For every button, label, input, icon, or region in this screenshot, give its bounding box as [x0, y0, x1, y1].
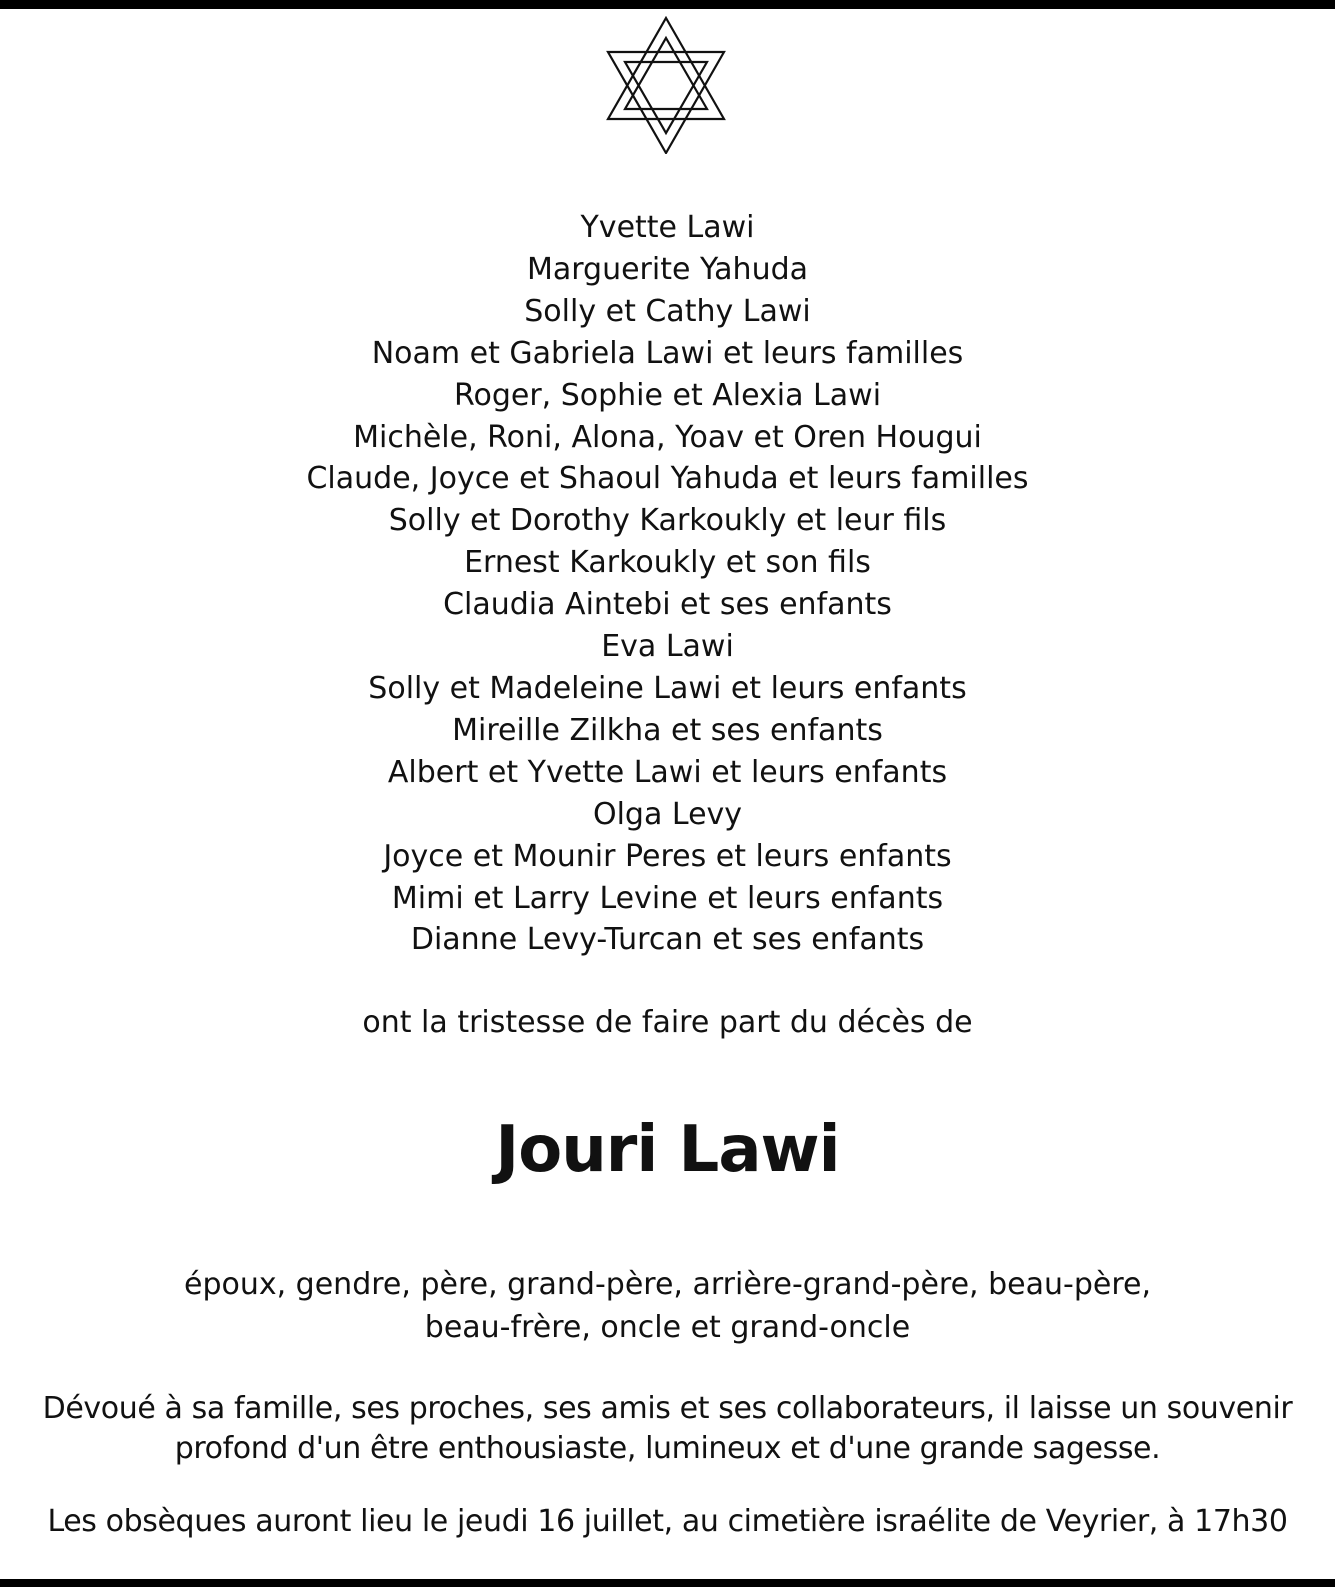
relations-text [0, 1263, 1335, 1349]
family-names-list [0, 207, 1335, 961]
family-name-item: Mireille Zilkha et ses enfants [452, 712, 883, 748]
relations-line-1: époux, gendre, père, grand-père, arrière-grand-père, beau-père, [183, 1267, 1152, 1302]
family-name-item: Claude, Joyce et Shaoul Yahuda et leurs familles [306, 461, 1029, 497]
family-name-item: Solly et Cathy Lawi [524, 293, 811, 329]
family-name-item: Solly et Dorothy Karkoukly et leur fils [388, 503, 947, 539]
family-name-item: Marguerite Yahuda [526, 251, 809, 287]
family-name-item: Albert et Yvette Lawi et leurs enfants [387, 754, 948, 790]
family-name-item: Noam et Gabriela Lawi et leurs familles [371, 335, 964, 371]
relations-line-2: beau-frère, oncle et grand-oncle [424, 1310, 911, 1345]
family-name-item: Michèle, Roni, Alona, Yoav et Oren Hougui [353, 419, 982, 455]
family-name-item: Roger, Sophie et Alexia Lawi [453, 377, 882, 413]
tribute-line-2: profond d'un être enthousiaste, lumineux et d'une grande sagesse. [174, 1431, 1161, 1466]
family-name-item: Claudia Aintebi et ses enfants [443, 587, 892, 623]
family-name-item: Mimi et Larry Levine et leurs enfants [391, 880, 944, 916]
family-name-item: Solly et Madeleine Lawi et leurs enfants [368, 670, 967, 706]
announcement-text: ont la tristesse de faire part du décès de [362, 1005, 973, 1040]
star-of-david-icon [604, 16, 728, 154]
family-name-item: Yvette Lawi [580, 210, 755, 245]
family-name-item: Dianne Levy-Turcan et ses enfants [410, 922, 925, 958]
bottom-border [0, 1579, 1335, 1587]
tribute-line-1: Dévoué à sa famille, ses proches, ses amis et ses collaborateurs, il laisse un souvenir [42, 1391, 1293, 1426]
family-name-item: Eva Lawi [601, 629, 734, 665]
funeral-details: Les obsèques auront lieu le jeudi 16 juillet, au cimetière israélite de Veyrier, à 17h30 [47, 1504, 1288, 1539]
family-name-item: Olga Levy [592, 796, 743, 832]
family-name-item: Ernest Karkoukly et son fils [464, 545, 871, 581]
top-border [0, 0, 1335, 9]
family-name-item: Joyce et Mounir Peres et leurs enfants [383, 838, 952, 874]
deceased-name: Jouri Lawi [495, 1113, 840, 1187]
tribute-text [0, 1389, 1335, 1469]
